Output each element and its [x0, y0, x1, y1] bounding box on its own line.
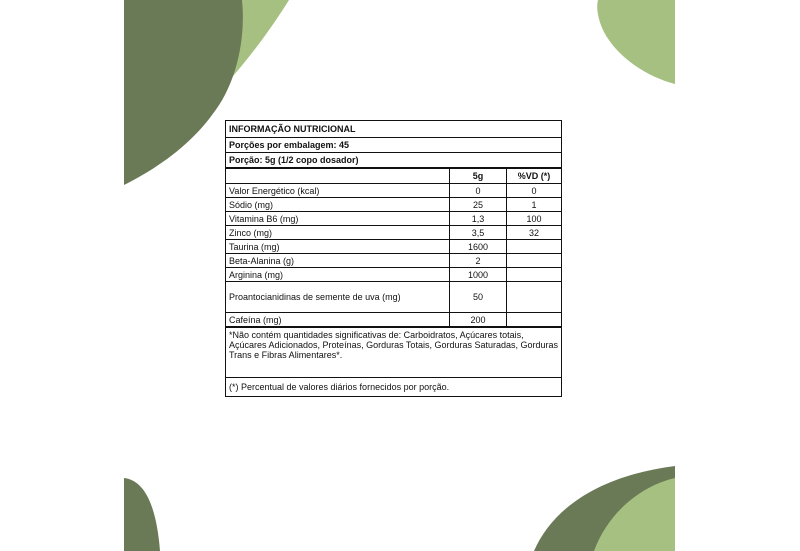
nutrient-name: Vitamina B6 (mg): [226, 212, 450, 225]
nutrient-amount: 25: [450, 198, 507, 211]
table-row: [226, 240, 561, 254]
table-header-row: [226, 169, 561, 184]
table-row: [226, 212, 561, 226]
header-amount: 5g: [450, 169, 507, 183]
nutrient-amount: 1,3: [450, 212, 507, 225]
nutrient-vd: 32: [528, 227, 539, 238]
servings-per-package: Porções por embalagem: 45: [226, 138, 561, 153]
table-row: [226, 254, 561, 268]
nutrient-name: Sódio (mg): [226, 198, 450, 211]
nutrient-vd: [507, 254, 561, 267]
nutrient-amount: 3,5: [450, 226, 507, 239]
nutrient-name: Taurina (mg): [226, 240, 450, 253]
table-row: [226, 198, 561, 212]
nutrient-vd: [507, 313, 561, 326]
product-image-panel: [124, 0, 675, 551]
nutrient-vd: 0: [531, 185, 537, 196]
nutrition-facts-table: [225, 120, 562, 397]
nutrient-amount: 1600: [450, 240, 507, 253]
table-row: [226, 282, 561, 313]
header-blank: [226, 169, 450, 183]
nutrient-name: Arginina (mg): [226, 268, 450, 281]
daily-values-footnote: (*) Percentual de valores diários fornecidos por porção.: [229, 382, 450, 392]
nutrient-amount: 50: [450, 282, 507, 312]
serving-size: Porção: 5g (1/2 copo dosador): [226, 153, 561, 169]
nutrient-amount: 0: [450, 184, 507, 197]
table-row: [226, 268, 561, 282]
nutrient-name: Proantocianidinas de semente de uva (mg): [226, 282, 450, 312]
nutrient-amount: 200: [450, 313, 507, 326]
bottom-left-dark-leaf: [124, 478, 160, 551]
nutrient-amount: 1000: [450, 268, 507, 281]
top-right-light-leaf: [597, 0, 675, 84]
header-vd: %VD (*): [517, 171, 551, 181]
nutrient-vd: 100: [526, 213, 542, 224]
nutrient-name: Cafeína (mg): [226, 313, 450, 326]
not-significant-note: *Não contém quantidades significativas de: Carboidratos, Açúcares totais, Açúcares Adicionados, Proteínas, Gorduras Totais, Gorduras Saturadas, Gorduras Trans e Fibras Alimentares*.: [226, 328, 561, 378]
table-row: [226, 226, 561, 240]
table-title: INFORMAÇÃO NUTRICIONAL: [226, 121, 561, 138]
table-row: [226, 184, 561, 198]
nutrient-vd: [507, 268, 561, 281]
nutrient-vd: 1: [531, 199, 537, 210]
nutrient-name: Valor Energético (kcal): [226, 184, 450, 197]
nutrient-amount: 2: [450, 254, 507, 267]
table-row: [226, 313, 561, 328]
nutrient-vd: [507, 240, 561, 253]
nutrient-vd: [507, 282, 561, 312]
nutrient-name: Beta-Alanina (g): [226, 254, 450, 267]
nutrient-name: Zinco (mg): [226, 226, 450, 239]
